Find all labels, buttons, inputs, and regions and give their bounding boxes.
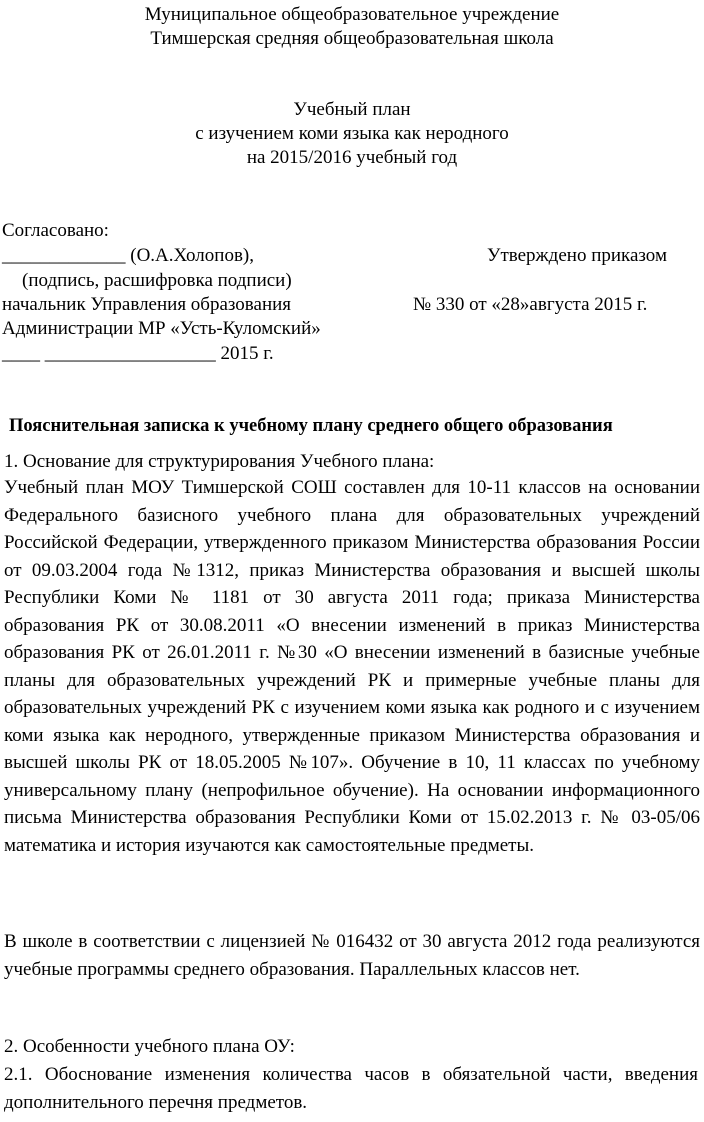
section-2-1-text: 2.1. Обоснование изменения количества часов в обязательной части, введения дополнительного перечня предметов. <box>4 1064 698 1113</box>
date-line: ____ __________________ 2015 г. <box>2 343 274 364</box>
section-1-text-2: В школе в соответствии с лицензией № 016432 от 30 августа 2012 года реализуются учебные программы среднего образования. Параллельных классов нет. <box>4 931 700 980</box>
order-info: № 330 от «28»августа 2015 г. <box>413 294 648 315</box>
title-line-1: Учебный план <box>293 99 411 120</box>
explanatory-note-heading: Пояснительная записка к учебному плану среднего общего образования <box>9 416 613 436</box>
title-line-2: с изучением коми языка как неродного <box>195 123 509 144</box>
position-line-1: начальник Управления образования <box>2 294 292 315</box>
signature-line: _____________ (О.А.Холопов), <box>2 245 254 266</box>
institution-line-1: Муниципальное общеобразовательное учреждение <box>144 4 560 25</box>
position-line-2: Администрации МР «Усть-Куломский» <box>2 318 321 339</box>
signature-hint: (подпись, расшифровка подписи) <box>22 270 292 291</box>
agreed-label: Согласовано: <box>2 220 109 241</box>
institution-line-2: Тимшерская средняя общеобразовательная школа <box>150 28 554 49</box>
section-2-title: 2. Особенности учебного плана ОУ: <box>4 1036 295 1057</box>
title-line-3: на 2015/2016 учебный год <box>246 147 458 168</box>
section-1-title: 1. Основание для структурирования Учебного плана: <box>4 451 435 472</box>
section-1-text: Учебный план МОУ Тимшерской СОШ составлен для 10-11 классов на основании Федерального базисного учебного плана для образовательных учреждений Российской Федерации, утвержденного приказом Министерства образования России от 09.03.2004 года №1312, приказ Министерства образования и высшей школы Республики Коми № 1181 от 30 августа 2011 года; приказа Министерства образования РК от 30.08.2011 «О внесении изменений в приказ Министерства образования РК от 26.01.2011 г. №30 «О внесении изменений в базисные учебные планы для образовательных учреждений РК и примерные учебные планы для образовательных учреждений РК с изучением коми языка как родного и с изучением коми языка как неродного, утвержденные приказом Министерства образования и высшей школы РК от 18.05.2005 №107». Обучение в 10, 11 классах по учебному универсальному плану (непрофильное обучение). На основании информационного письма Министерства образования Республики Коми от 15.02.2013 г. № 03-05/06 математика и история изучаются как самостоятельные предметы. <box>4 477 700 856</box>
approved-label: Утверждено приказом <box>487 245 667 266</box>
